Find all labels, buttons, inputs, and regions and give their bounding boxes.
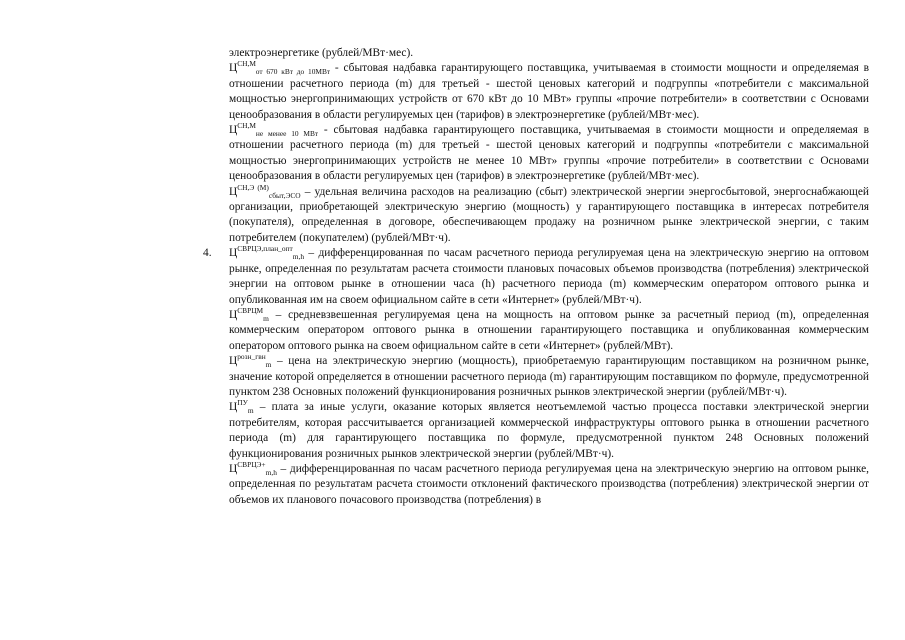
definition-text: – дифференцированная по часам расчетного периода регулируемая цена на электрическую энергию на оптовом рынке, определенная по результатам расчета стоимости отклонений фактического производства (потребления) электрической энергии от объемов их планового почасового производства (потребления) в [229,462,869,506]
symbol-superscript: СН,М [237,59,256,69]
symbol-subscript: не менее 10 МВт [255,129,319,139]
symbol-base: Ц [229,355,238,368]
definition-paragraph [229,305,869,354]
symbol-superscript: розн_гвн [237,352,266,362]
formula-symbol [229,352,272,370]
symbol-subscript: m [247,406,254,416]
numbered-item [203,244,869,508]
symbol-base: Ц [229,462,238,475]
symbol-superscript: ПУ [237,398,248,408]
symbol-superscript: СН,М [237,121,256,131]
definition-text: – цена на электрическую энергию (мощность), приобретаемую гарантирующим поставщиком на розничном рынке, значение которой определяется в отношении расчетного периода (m) гарантирующим поставщиком по формуле, предусмотренной пунктом 238 Основных положений функционирования розничных рынков электрической энергии (рублей/МВт·ч). [229,355,869,398]
symbol-subscript: m [265,360,272,370]
item-number: 4. [203,247,212,260]
formula-symbol [229,305,269,323]
symbol-subscript: m,h [265,467,277,477]
definition-paragraph [229,61,869,123]
formula-symbol [229,182,301,200]
definition-text: – плата за иные услуги, оказание которых является неотъемлемой частью процесса поставки электрической энергии потребителям, которая рассчитывается организацией коммерческой инфраструктуры оптового рынка в отношении расчетного периода (m) для гарантирующего поставщика по формуле, предусмотренной пунктом 248 Основных положений функционирования розничных рынков электрической энергии (рублей/МВт·ч). [229,401,869,460]
symbol-base: Ц [229,401,238,414]
definition-paragraph [229,123,869,185]
paragraph-continuation: электроэнергетике (рублей/МВт·мес). [229,47,414,59]
definition-text: - сбытовая надбавка гарантирующего поставщика, учитываемая в стоимости мощности и определяемая в отношении расчетного периода (m) для третьей - шестой ценовых категорий и подгруппы «потребители с максимальной мощностью энергопринимающих устройств не менее 10 МВт» группы «прочие потребители» в соответствии с Основами ценообразования в области регулируемых цен (тарифов) в электроэнергетике (рублей/МВт·мес). [229,124,870,183]
definition-paragraph [229,354,869,400]
symbol-subscript: от 670 кВт до 10МВт [255,67,331,77]
symbol-base: Ц [229,124,238,137]
formula-symbol [229,121,319,139]
symbol-subscript: m,h [292,252,305,262]
symbol-base: Ц [229,62,238,75]
symbol-subscript: m [263,313,269,323]
text-column [203,46,870,508]
definition-text: – дифференцированная по часам расчетного периода регулируемая цена на электрическую энергию на оптовом рынке, определенная по результатам расчета стоимости плановых почасовых объемов производства (потребления) электрической энергии на оптовом рынке в отношении часа (h) расчетного периода (m) коммерческим оператором оптового рынка и опубликованная им на своем официальном сайте в сети «Интернет» (рублей/МВт·ч). [229,247,869,306]
symbol-base: Ц [229,308,238,321]
definition-paragraph [229,459,869,508]
symbol-superscript: СВРЦЭ,план_опт [237,244,293,254]
symbol-superscript: СН,Э (М) [237,182,269,192]
symbol-superscript: СВРЦМ [237,305,264,315]
formula-symbol [229,59,331,77]
symbol-base: Ц [229,247,238,260]
formula-symbol [229,244,305,262]
symbol-base: Ц [229,185,238,198]
symbol-superscript: СВРЦЭ+ [237,459,266,469]
definition-paragraph [229,182,869,247]
definition-text: – удельная величина расходов на реализацию (сбыт) электрической энергии энергосбытовой, энергоснабжающей организации, приобретающей электрическую энергию (мощность) у гарантирующего поставщика в интересах потребителя (покупателя), определенная в договоре, обеспечивающем продажу на розничном рынке электрической энергии, с таким потребителем (покупателем) (рублей/МВт·ч). [229,185,869,244]
formula-symbol [229,459,277,477]
definition-paragraph [229,246,869,308]
definition-text: – средневзвешенная регулируемая цена на мощность на оптовом рынке за расчетный период (m), определенная коммерческим оператором оптового рынка в отношении гарантирующего поставщика и опубликованная коммерческим оператором оптового рынка на своем официальном сайте в сети «Интернет» (рублей/МВт). [229,308,869,352]
definition-paragraph [229,400,869,462]
formula-symbol [229,398,254,416]
symbol-subscript: сбыт,ЭСО [268,190,301,200]
definition-text: - сбытовая надбавка гарантирующего поставщика, учитываемая в стоимости мощности и определяемая в отношении расчетного периода (m) для третьей - шестой ценовых категорий и подгруппы «потребители с максимальной мощностью энергопринимающих устройств от 670 кВт до 10 МВт» группы «прочие потребители» в соответствии с Основами ценообразования в области регулируемых цен (тарифов) в электроэнергетике (рублей/МВт·мес). [229,62,869,121]
